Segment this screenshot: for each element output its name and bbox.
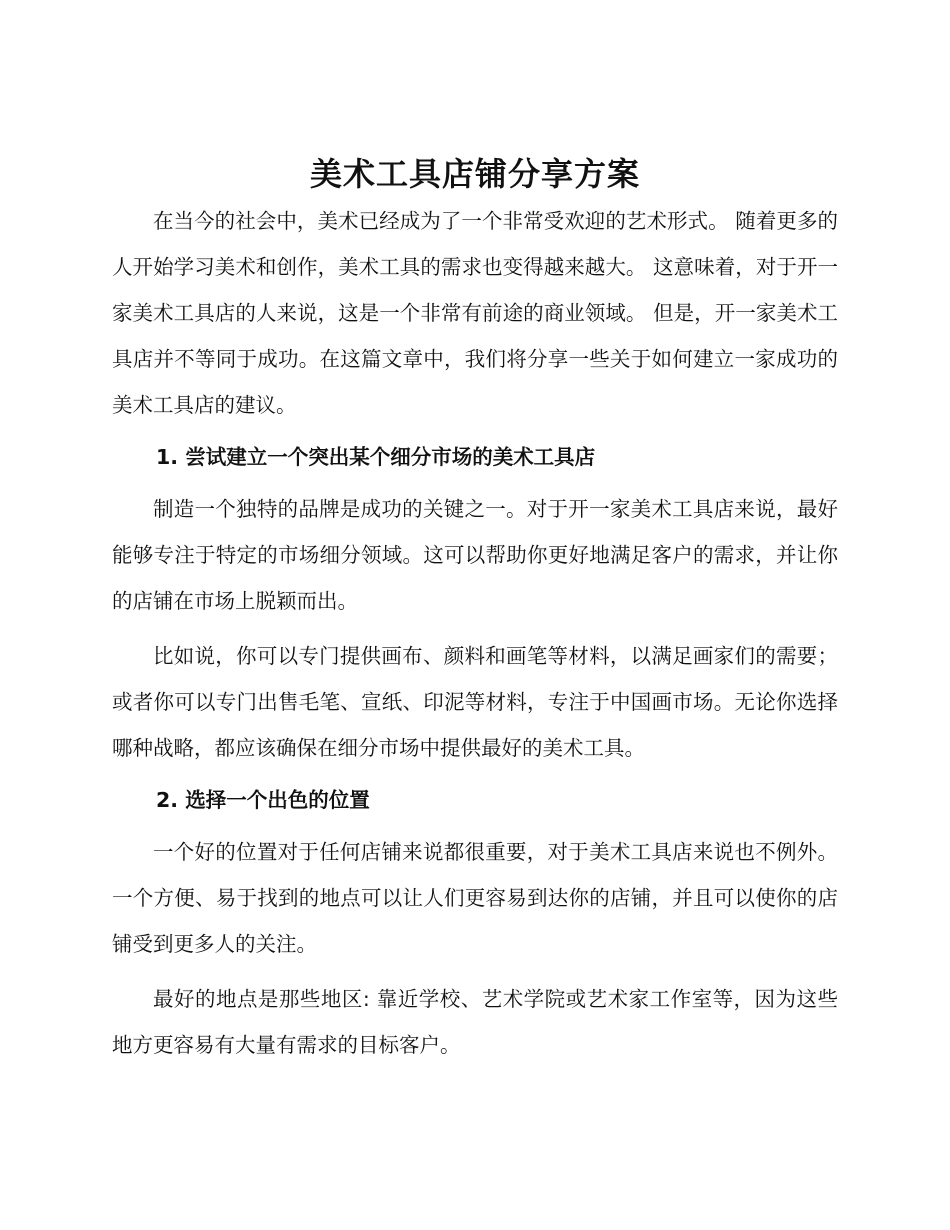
section-heading-1: 1. 尝试建立一个突出某个细分市场的美术工具店 [156,445,596,469]
section-heading-2: 2. 选择一个出色的位置 [156,788,370,812]
document-title: 美术工具店铺分享方案 [309,155,640,193]
section-2-paragraph-1: 一个好的位置对于任何店铺来说都很重要，对于美术工具店来说也不例外。一个方便、易于找到的地点可以让人们更容易到达你的店铺，并且可以使你的店铺受到更多人的关注。 [112,840,838,956]
intro-paragraph: 在当今的社会中，美术已经成为了一个非常受欢迎的艺术形式。 随着更多的人开始学习美术和创作，美术工具的需求也变得越来越大。 这意味着，对于开一家美术工具店的人来说，这是一个非常有前途的商业领域。 但是，开一家美术工具店并不等同于成功。在这篇文章中，我们将分享一些关于如何建立一家成功的美术工具店的建议。 [112,209,838,417]
section-1-paragraph-2: 比如说，你可以专门提供画布、颜料和画笔等材料，以满足画家们的需要；或者你可以专门出售毛笔、宣纸、印泥等材料，专注于中国画市场。无论你选择哪种战略，都应该确保在细分市场中提供最好的美术工具。 [112,644,838,760]
document-page [112,150,838,1068]
section-2-paragraph-2: 最好的地点是那些地区: 靠近学校、艺术学院或艺术家工作室等，因为这些地方更容易有大量有需求的目标客户。 [112,987,838,1057]
section-1-paragraph-1: 制造一个独特的品牌是成功的关键之一。对于开一家美术工具店来说，最好能够专注于特定的市场细分领域。这可以帮助你更好地满足客户的需求，并让你的店铺在市场上脱颖而出。 [112,497,838,613]
